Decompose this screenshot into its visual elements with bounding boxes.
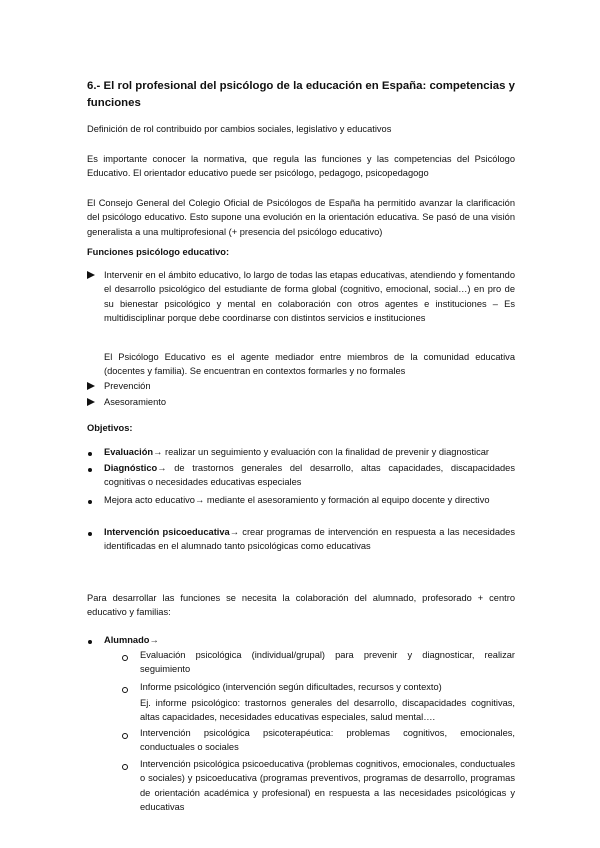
objetivos-heading: Objetivos: [87, 423, 133, 433]
alumnado-item: Evaluación psicológica (individual/grupal) para prevenir y diagnosticar, realizar seguimiento [140, 650, 515, 675]
objetivo-text: → realizar un seguimiento y evaluación con la finalidad de prevenir y diagnosticar [153, 447, 490, 457]
funcion-item: Asesoramiento [104, 397, 167, 407]
objetivo-text: → crear programas de intervención en respuesta a las necesidades identificadas en el alumnado tanto psicológicas como educativas [104, 527, 515, 552]
alumnado-item: Informe psicológico (intervención según dificultades, recursos y contexto) [140, 682, 442, 692]
funciones-heading: Funciones psicólogo educativo: [87, 247, 230, 257]
bullet-dot-icon [88, 468, 92, 472]
funcion-item: Intervenir en el ámbito educativo, lo largo de todas las etapas educativas, atendiendo y fomentando el desarrollo psicológico del estudiante de forma global (cognitivo, emocional, social…) en pro de su bienestar psicológico y mental en colaboración con otros agentes e instituciones – Es multidisciplinar porque debe coordinarse con distintos servicios e instituciones [104, 270, 515, 324]
funcion-item: Prevención [104, 381, 151, 391]
paragraph-normativa: Es importante conocer la normativa, que regula las funciones y las competencias del Psicólogo Educativo. El orientador educativo puede ser psicólogo, pedagogo, psicopedagogo [87, 154, 515, 179]
bullet-dot-icon [88, 532, 92, 536]
circle-bullet-icon [122, 733, 128, 739]
objetivo-text: → de trastornos generales del desarrollo, altas capacidades, discapacidades cognitivas o necesidades educativas especiales [104, 463, 515, 488]
alumnado-item: Intervención psicológica psicoterapéutica: problemas cognitivos, emocionales, conductuales o sociales [140, 728, 515, 753]
circle-bullet-icon [122, 764, 128, 770]
alumnado-item: Intervención psicológica psicoeducativa (problemas cognitivos, emocionales, conductuales o sociales) y psicoeducativa (programas preventivos, programas de desarrollo, programas de orientación académica y profesional) en respuesta a las necesidades psicológicas y educativas [140, 759, 515, 813]
bullet-dot-icon [88, 500, 92, 504]
objetivo-item [104, 525, 515, 554]
paragraph-colaboracion: Para desarrollar las funciones se necesita la colaboración del alumnado, profesorado + centro educativo y familias: [87, 593, 515, 618]
circle-bullet-icon [122, 687, 128, 693]
objetivo-label: Diagnóstico [104, 463, 158, 473]
funcion-item-extra: El Psicólogo Educativo es el agente mediador entre miembros de la comunidad educativa (docentes y familia). Se encuentran en contextos formarles y no formales [104, 352, 515, 377]
arrow-bullet-icon [87, 271, 95, 279]
paragraph-definition: Definición de rol contribuido por cambios sociales, legislativo y educativos [87, 124, 392, 134]
bullet-dot-icon [88, 452, 92, 456]
objetivo-item [104, 461, 515, 490]
objetivo-label: Intervención psicoeducativa [104, 527, 230, 537]
arrow-bullet-icon [87, 398, 95, 406]
objetivo-text: Mejora acto educativo→ mediante el asesoramiento y formación al equipo docente y directivo [104, 495, 490, 505]
section-title: 6.- El rol profesional del psicólogo de la educación en España: competencias y funciones [87, 80, 515, 109]
arrow-bullet-icon [87, 382, 95, 390]
alumnado-item-extra: Ej. informe psicológico: trastornos generales del desarrollo, discapacidades cognitivas, altas capacidades, necesidades educativas especiales, salud mental…. [140, 698, 515, 723]
objetivo-item [104, 445, 515, 459]
paragraph-consejo: El Consejo General del Colegio Oficial de Psicólogos de España ha permitido avanzar la clarificación del psicólogo educativo. Esto supone una evolución en la orientación educativa. Se pasó de una visión generalista a una multiprofesional (+ presencia del psicólogo educativo) [87, 198, 515, 237]
objetivo-item [104, 493, 515, 507]
bullet-dot-icon [88, 640, 92, 644]
alumnado-label: Alumnado→ [104, 635, 159, 645]
objetivo-label: Evaluación [104, 447, 154, 457]
circle-bullet-icon [122, 655, 128, 661]
